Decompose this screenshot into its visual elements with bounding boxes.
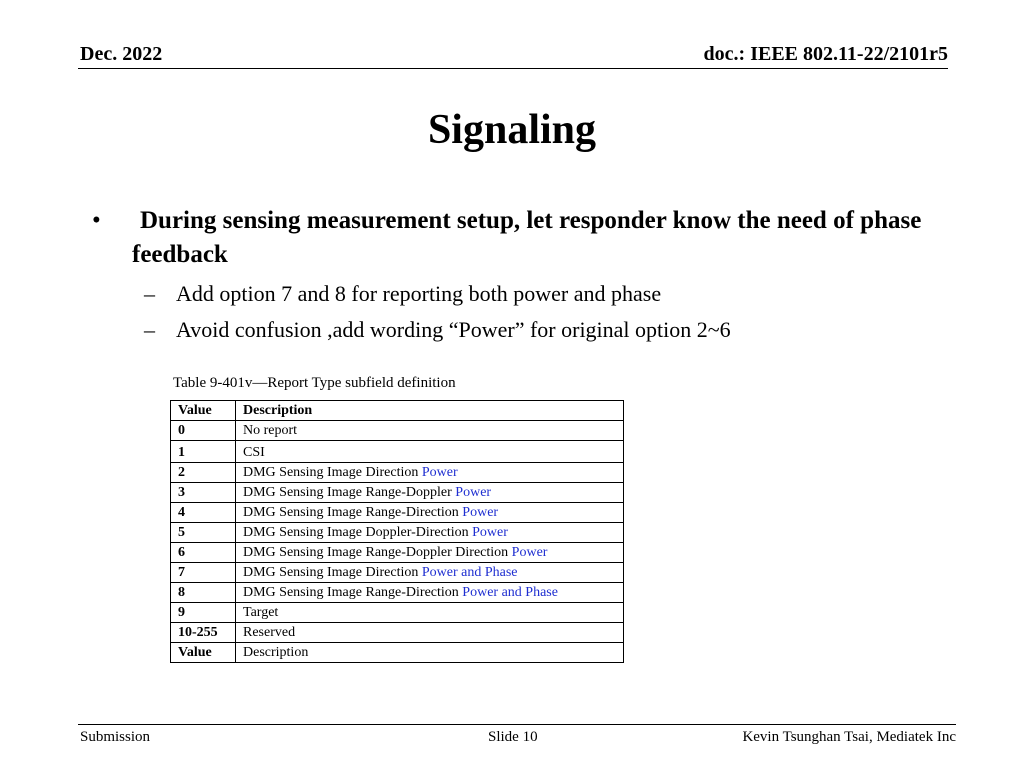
bullet-item <box>92 204 952 272</box>
row-description: DMG Sensing Image Range-Doppler Power <box>236 483 624 503</box>
header-doc-id: doc.: IEEE 802.11-22/2101r5 <box>703 43 948 65</box>
row-description: DMG Sensing Image Range-Direction Power <box>236 503 624 523</box>
row-description: DMG Sensing Image Doppler-Direction Power <box>236 523 624 543</box>
row-value: 3 <box>171 483 236 503</box>
row-description: CSI <box>236 441 624 463</box>
table-row <box>171 543 624 563</box>
row-value: 2 <box>171 463 236 483</box>
table-row <box>171 463 624 483</box>
highlight-text: Power <box>462 505 499 520</box>
dash-icon: – <box>144 281 155 306</box>
bullet-dot-icon: • <box>92 207 101 234</box>
row-value: 0 <box>171 421 236 441</box>
highlight-text: Power <box>472 525 508 540</box>
column-header-value: Value <box>171 401 236 421</box>
row-value: Value <box>171 643 236 663</box>
sub-bullet-item <box>92 312 952 348</box>
footer-author: Kevin Tsunghan Tsai, Mediatek Inc <box>742 729 956 745</box>
table-row <box>171 603 624 623</box>
table-caption: Table 9-401v—Report Type subfield definition <box>173 375 456 391</box>
row-description: Description <box>236 643 624 663</box>
row-description: DMG Sensing Image Direction Power and Phase <box>236 563 624 583</box>
table-row <box>171 523 624 543</box>
sub-bullet-item <box>92 276 952 312</box>
row-value: 9 <box>171 603 236 623</box>
footer-submission: Submission <box>80 729 151 745</box>
row-value: 5 <box>171 523 236 543</box>
table-header-row <box>171 401 624 421</box>
dash-icon: – <box>144 317 155 342</box>
row-description: No report <box>236 421 624 441</box>
table-row <box>171 421 624 441</box>
row-description: DMG Sensing Image Range-Doppler Direction Power <box>236 543 624 563</box>
footer-slide-number: Slide 10 <box>488 729 538 745</box>
table-row <box>171 563 624 583</box>
sub-bullet-list <box>92 276 952 348</box>
bullet-text: During sensing measurement setup, let responder know the need of phase feedback <box>132 207 922 268</box>
highlight-text: Power <box>421 465 458 480</box>
row-value: 10-255 <box>171 623 236 643</box>
slide-title: Signaling <box>427 107 597 153</box>
report-type-table <box>170 400 624 663</box>
row-value: 6 <box>171 543 236 563</box>
table-row <box>171 441 624 463</box>
table-row <box>171 623 624 643</box>
table-row <box>171 483 624 503</box>
sub-bullet-text: Add option 7 and 8 for reporting both power and phase <box>176 281 662 306</box>
column-header-description: Description <box>236 401 624 421</box>
row-value: 4 <box>171 503 236 523</box>
row-value: 1 <box>171 441 236 463</box>
highlight-text: Power and Phase <box>462 585 558 600</box>
highlight-text: Power <box>511 545 548 560</box>
row-description: Target <box>236 603 624 623</box>
table-row <box>171 503 624 523</box>
footer-divider <box>78 724 956 725</box>
row-description: DMG Sensing Image Direction Power <box>236 463 624 483</box>
row-description: DMG Sensing Image Range-Direction Power and Phase <box>236 583 624 603</box>
table-row <box>171 583 624 603</box>
header-date: Dec. 2022 <box>80 43 163 65</box>
sub-bullet-text: Avoid confusion ,add wording “Power” for original option 2~6 <box>176 317 731 342</box>
bullet-list <box>92 204 952 348</box>
table-row <box>171 643 624 663</box>
row-value: 8 <box>171 583 236 603</box>
row-description: Reserved <box>236 623 624 643</box>
row-value: 7 <box>171 563 236 583</box>
highlight-text: Power <box>455 485 492 500</box>
highlight-text: Power and Phase <box>421 565 518 580</box>
header-divider <box>78 68 948 69</box>
